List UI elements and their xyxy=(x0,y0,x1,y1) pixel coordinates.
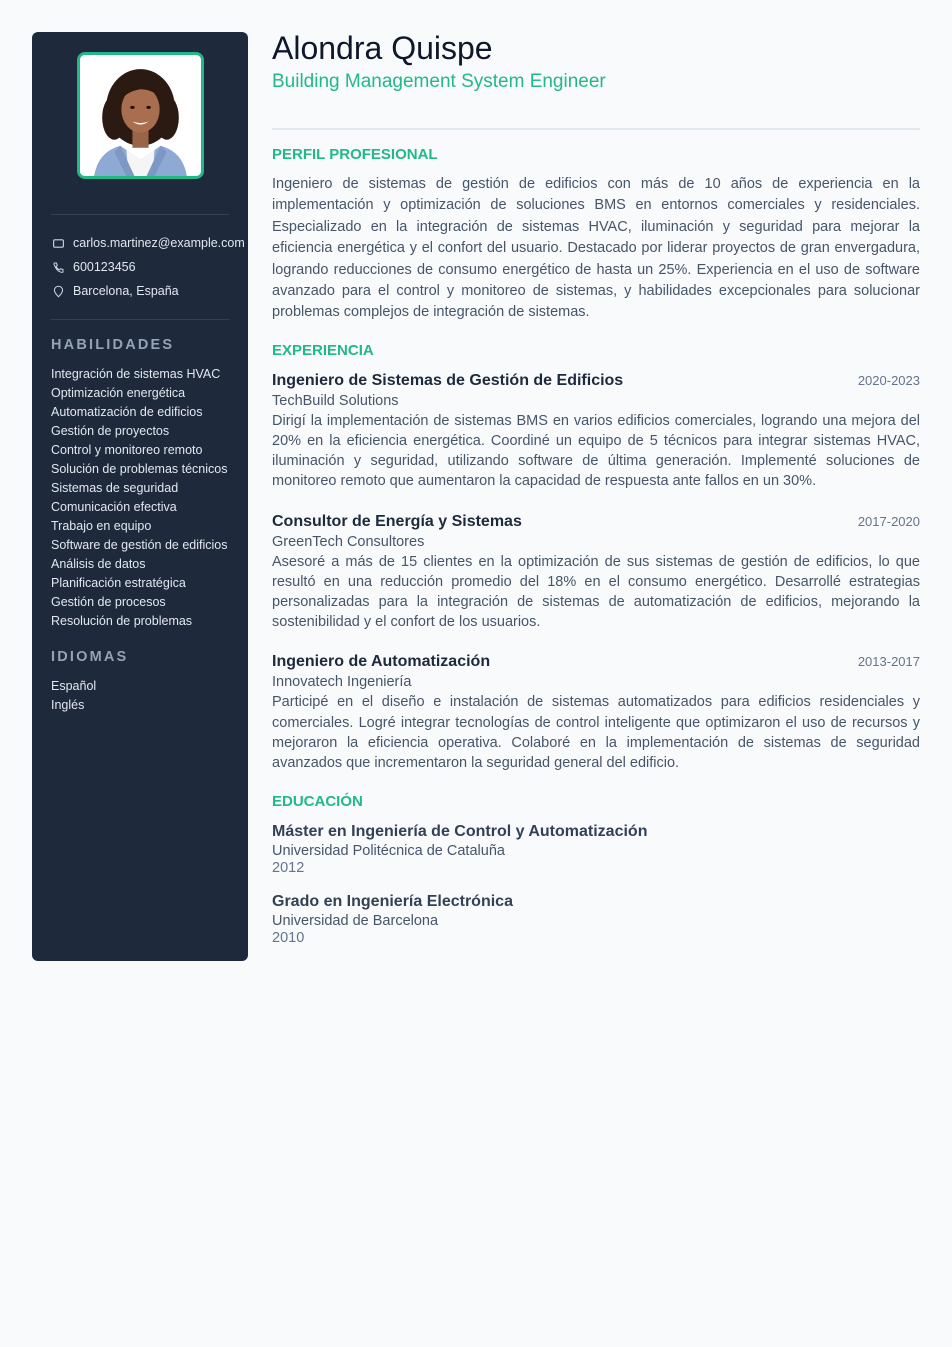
job-company: Innovatech Ingeniería xyxy=(272,674,412,691)
profile-photo xyxy=(77,52,204,179)
skills-heading: HABILIDADES xyxy=(51,337,175,353)
envelope-icon xyxy=(51,236,65,250)
skill-item: Sistemas de seguridad xyxy=(51,481,179,495)
contact-email[interactable] xyxy=(51,231,271,255)
job-title: Ingeniero de Automatización xyxy=(272,653,491,671)
education-degree: Grado en Ingeniería Electrónica xyxy=(272,893,513,911)
experience-heading: EXPERIENCIA xyxy=(272,341,374,359)
job-description: Asesoré a más de 15 clientes en la optimización de sus sistemas de gestión de edificios, lo que resultó en una reducción promedio del 18% en el consumo energético. Desarrollé estrategias personalizadas para la integración de sistemas de automatización de edificios, mejorando la sostenibilidad y el confort de los usuarios. xyxy=(272,553,920,631)
skill-item: Software de gestión de edificios xyxy=(51,538,228,552)
job-dates: 2013-2017 xyxy=(857,654,920,670)
skill-item: Optimización energética xyxy=(51,386,186,400)
job-title: Ingeniero de Sistemas de Gestión de Edificios xyxy=(272,371,624,389)
email-text: carlos.martinez@example.com xyxy=(73,236,245,250)
education-school: Universidad de Barcelona xyxy=(272,913,439,930)
contact-phone[interactable] xyxy=(51,255,271,279)
header-divider xyxy=(272,128,920,130)
skill-item: Automatización de edificios xyxy=(51,405,203,419)
job-title: Consultor de Energía y Sistemas xyxy=(272,512,522,530)
languages-section xyxy=(51,647,241,715)
phone-icon xyxy=(51,260,65,274)
skill-item: Gestión de procesos xyxy=(51,595,166,609)
job-description: Participé en el diseño e instalación de sistemas automatizados para edificios residenciales y comerciales. Logré integrar tecnologías de control inteligente que optimizaron el uso de recursos y mejoraron la eficiencia operativa. Colaboré en la implementación de sistemas de seguridad avanzados que incrementaron la seguridad general del edificio. xyxy=(272,694,920,772)
skill-item: Planificación estratégica xyxy=(51,576,186,590)
sidebar xyxy=(32,32,248,961)
skill-item: Integración de sistemas HVAC xyxy=(51,367,221,381)
job-company: GreenTech Consultores xyxy=(272,533,425,550)
experience-section xyxy=(272,341,920,773)
job-entry xyxy=(272,512,920,633)
sidebar-divider xyxy=(51,214,229,215)
education-school: Universidad Politécnica de Cataluña xyxy=(272,843,505,860)
education-entry xyxy=(272,822,920,876)
profile-photo-image xyxy=(80,55,201,176)
education-entry xyxy=(272,892,920,946)
language-item: Español xyxy=(51,679,97,693)
job-dates: 2017-2020 xyxy=(857,513,920,529)
languages-list xyxy=(51,677,241,715)
education-year: 2012 xyxy=(272,860,305,877)
job-description: Dirigí la implementación de sistemas BMS en varios edificios comerciales, logrando una mejora del 20% en la eficiencia energética. Coordiné un equipo de 5 técnicos para integrar sistemas HVAC, iluminación y seguridad, utilizando software de última generación. Implementé soluciones de monitoreo remoto que aumentaron la capacidad de respuesta ante fallos en un 30%. xyxy=(272,412,920,490)
main-content xyxy=(272,28,920,946)
skill-item: Resolución de problemas xyxy=(51,614,193,628)
sidebar-divider xyxy=(51,319,229,320)
contact-location xyxy=(51,279,271,303)
location-pin-icon xyxy=(51,284,65,298)
skill-item: Comunicación efectiva xyxy=(51,500,177,514)
job-company: TechBuild Solutions xyxy=(272,392,399,409)
contact-info xyxy=(51,231,271,303)
skill-item: Trabajo en equipo xyxy=(51,519,152,533)
languages-heading: IDIOMAS xyxy=(51,649,129,665)
profile-summary: Ingeniero de sistemas de gestión de edificios con más de 10 años de experiencia en la implementación y optimización de soluciones BMS en entornos comerciales y residenciales. Especializado en la integración de sistemas HVAC, iluminación y seguridad para mejorar la eficiencia energética y el confort del usuario. Destacado por liderar proyectos de gran envergadura, logrando reducciones de consumo energético de hasta un 25%. Experiencia en el uso de software avanzado para el control y monitoreo de sistemas, y habilidades excepcionales para solucionar problemas complejos de integración de sistemas. xyxy=(272,176,920,321)
language-item: Inglés xyxy=(51,698,85,712)
job-entry xyxy=(272,371,920,492)
skill-item: Gestión de proyectos xyxy=(51,424,170,438)
education-heading: EDUCACIÓN xyxy=(272,793,363,811)
skill-item: Análisis de datos xyxy=(51,557,146,571)
phone-text: 600123456 xyxy=(73,260,136,274)
candidate-title: Building Management System Engineer xyxy=(272,71,606,92)
job-entry xyxy=(272,652,920,773)
education-section xyxy=(272,792,920,946)
candidate-name: Alondra Quispe xyxy=(272,30,493,66)
skill-item: Control y monitoreo remoto xyxy=(51,443,203,457)
education-year: 2010 xyxy=(272,930,305,947)
skills-section xyxy=(51,335,241,631)
education-degree: Máster en Ingeniería de Control y Automatización xyxy=(272,823,648,841)
profile-section xyxy=(272,145,920,324)
job-dates: 2020-2023 xyxy=(857,372,920,388)
skills-list xyxy=(51,365,241,631)
skill-item: Solución de problemas técnicos xyxy=(51,462,228,476)
location-text: Barcelona, España xyxy=(73,284,179,298)
profile-heading: PERFIL PROFESIONAL xyxy=(272,146,438,163)
